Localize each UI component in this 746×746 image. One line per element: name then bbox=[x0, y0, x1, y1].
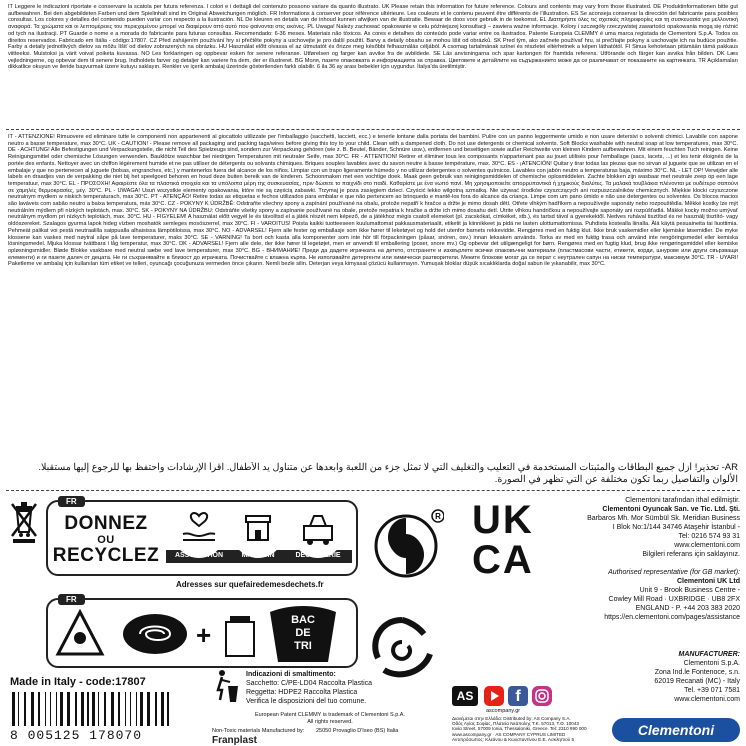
barcode-bar bbox=[87, 692, 89, 726]
manufacturer-label: MANUFACTURER: bbox=[678, 651, 740, 658]
fr-tag-2: FR bbox=[58, 594, 85, 605]
turkey-line: Clementoni Oyuncak San. ve Tic. Ltd. Şti. bbox=[602, 506, 740, 513]
barcode-bar bbox=[161, 692, 164, 726]
adresses-url: Adresses sur quefairedemesdechets.fr bbox=[176, 580, 324, 589]
youtube-icon bbox=[484, 686, 504, 706]
turkey-line: I Blok No:1/144 34746 Ataşehir İstanbul - bbox=[612, 524, 740, 531]
barcode-bar bbox=[118, 692, 120, 726]
turkey-line: Tel: 0216 574 93 31 bbox=[678, 533, 740, 540]
barcode-bar bbox=[81, 692, 84, 726]
fr-tag: FR bbox=[58, 496, 85, 507]
nontoxic-label: Non-Toxic materials Manufactured by: bbox=[212, 728, 305, 734]
made-in-italy: Made in Italy - code:17807 bbox=[10, 676, 146, 688]
disposal-info bbox=[246, 670, 446, 716]
turkey-line: Clementoni tarafından ithal edilmiştir. bbox=[625, 497, 740, 504]
barcode-bar bbox=[24, 692, 26, 726]
manufacturer-line: 62019 Recanati (MC) - Italy bbox=[654, 678, 740, 685]
auth-rep-label: Authorised representative (for GB market): bbox=[608, 569, 740, 576]
shop-icon bbox=[232, 506, 284, 558]
greek-line: Διανέμεται στην Ελλάδα: Distributed by: AS Company S.A. bbox=[452, 716, 571, 721]
green-dot-icon bbox=[372, 508, 444, 580]
barcode-bar bbox=[104, 692, 106, 726]
top-paragraph: IT Leggere le indicazioni riportate e conservare la scatola per futura referenza. I colori e i dettagli del contenuto possono variare da quanto illustrato. UK Please retain this information for future reference. Colours and contents may vary from those illustrated. DE Produktinformationen bitte gut aufbewahren. Bei den abgebildeten Farben und dem Spielinhalt sind im Original Abweichungen möglich. FR Informations à conserver pour référence ultérieure. Les couleurs et le contenu peuvent être différents de l'illustration. ES Se aconseja conservar la dirección del fabricante para posibles consultas. Los colores y detalles del contenido pueden variar con respecto a la ilustración. NL De kleuren en details van de inhoud kunnen afwijken van de illustratie. Bewaar de doos voor gebruik in de toekomst. EL Διατηρήστε όλες τις σχετικές πληροφορίες και τη συσκευασία για μελλοντική αναφορά. Τα χρώματα και οι λεπτομέρειες του περιεχομένου μπορεί να διαφέρουν από αυτό που φαίνονται στις εικόνες. PL Uwaga! Należy zachować opakowanie w celu późniejszej konsultacji – zawiera ważne informacje. Kolory i szczegóły rzeczywistej zawartości opakowania mogą się różnić od tych na ilustracji. PT Guarde o nome e a morada do fabricante para futuras consultas. Recomendado: 6-36 meses. Materiais não tóxicos. As cores e detalhes do conteúdo pode variar entre os ilustrados. Patente Europeia CLEMMY é uma marca registada de Clementoni S.p.A. Todos os direitos reservados. Fabricado em Itália - código:17807. CZ Před zahájením používání hry si přečtěte pokyny a uschovejte je pro další použití. Barvy a detaily obsahu se mohou lišit od obrázků. SK Pred tým, ako začnete používať hru, si prečítajte pokyny a uschovajte ich na budúce použitie. Farby a detaily jednotlivých dielov sa môžu líšiť od dielov zobrazených na obrázku. HU Használat előtt olvassa el az útmutatót és őrizze meg későbbi felhasználás céljából. A csomag tartalmának színei és részletei eltérhetnek a képen láthatótól. FI Sinua kehotetaan pitämään tämä pakkaus viitteeksi. Muistoksi ja värit voivat poiketa kuvassa. NO Les forklaringen og oppbevar esken for senere referanse. Utførelsen og farger kan avvike fra de avbildede. SE Läs anvisningarna och spar kartongen för framtida referens. Utförande och färger kan avvika från bilden. DK Læs vejledningerne, og opbevar dem til senere brug. Indholdets farver og detaljer kan variere fra dem, der er illustreret. BG Моля, пазете опаковката и информацията за справка. Цветовете и детайлите на съдържанието може да се различават от показаните на картинката. TR Açıklamaları dikkatlice okuyun ve ileride başvurmak üzere kutuyu saklayın. Renkler ve içerik ambalaj üzerinde gösterilenden farklı olabilir. 6 ila 36 ay arası bebekler için uygundur. İtalya'da üretilmiştir. bbox=[8, 4, 738, 71]
manufacturer-line: www.clementoni.com bbox=[674, 696, 740, 703]
franplast-address bbox=[316, 728, 446, 735]
barcode-bar bbox=[147, 692, 150, 726]
disposal-line: Reggetta: HDPE2 Raccolta Plastica bbox=[246, 689, 358, 696]
tri-label: TRI bbox=[294, 640, 312, 652]
manufacturer-line: Tel. +39 071 7581 bbox=[684, 687, 740, 694]
divider-1 bbox=[6, 129, 740, 130]
barcode-icon bbox=[10, 692, 200, 732]
address-line: 25050 Provaglio D'Iseo (BS) Italia bbox=[316, 728, 399, 734]
box-icon bbox=[222, 612, 258, 658]
barcode-bar bbox=[155, 692, 157, 726]
ukca-mark bbox=[472, 500, 552, 590]
uk-line: ENGLAND - P. +44 203 383 2020 bbox=[635, 605, 740, 612]
turkey-importer bbox=[576, 496, 740, 562]
greek-line: Οδός Αγίας Σοφίας, Πλατεία Νεάπολης Τ.Κ. 57013, Τ.Θ. 10043 bbox=[452, 721, 579, 727]
barcode-bar bbox=[38, 692, 40, 726]
uk-line: Unit 9 - Brook Business Centre - bbox=[639, 587, 740, 594]
uk-line: https://en.clementoni.com/pages/assistance bbox=[604, 614, 740, 621]
manufacturer-line: Clementoni S.p.A. bbox=[683, 660, 740, 667]
svg-text:R: R bbox=[435, 512, 441, 521]
barcode-number: 8 005125 178070 bbox=[10, 728, 143, 743]
donnez-text bbox=[52, 514, 160, 566]
clementoni-logo: Clementoni bbox=[612, 718, 740, 742]
arabic-line-1: AR- تحذير! أزل جميع البطاقات والمثبتات المستخدمة في التعليب والتغليف التي لا تمثل جزء من اللعبة وابعدها عن متناول يد الأطفال. اقرأ الإرشادات واحتفظ بها للرجوع إليها مستقبلا. bbox=[38, 462, 738, 473]
barcode-bar bbox=[136, 692, 137, 726]
franplast-logo: Franplast bbox=[212, 735, 258, 746]
barcode-bar bbox=[140, 692, 143, 726]
facebook-icon: f bbox=[508, 686, 528, 706]
barcode-bar bbox=[50, 692, 51, 726]
wrap-spiral-icon bbox=[120, 610, 190, 658]
turkey-line: Barbaros Mh. Mor Sümbül Sk. Meridian Business bbox=[587, 515, 740, 522]
donnez-label: DONNEZ bbox=[64, 513, 148, 534]
bin-disposal-icon bbox=[212, 668, 240, 704]
dechetterie-icon bbox=[292, 506, 344, 558]
trash-crossed-icon bbox=[8, 498, 40, 544]
recyclez-label: RECYCLEZ bbox=[52, 545, 160, 566]
manufacturer-info bbox=[600, 650, 740, 710]
bac-de-tri-icon bbox=[266, 602, 340, 664]
triman-icon bbox=[52, 606, 108, 662]
barcode-bar bbox=[125, 692, 126, 726]
disposal-title: Indicazioni di smaltimento: bbox=[246, 671, 336, 678]
association-label: ASSOCIATION bbox=[174, 552, 224, 559]
barcode-bar bbox=[75, 692, 77, 726]
magasin-label: MAGASIN bbox=[241, 552, 275, 559]
barcode-bar bbox=[45, 692, 46, 726]
instagram-icon bbox=[532, 686, 552, 706]
plus-icon: + bbox=[196, 620, 212, 648]
disposal-line: Verifica le disposizioni del tuo comune. bbox=[246, 698, 367, 705]
decheterie-label: DÉCHETERIE bbox=[295, 552, 341, 559]
arabic-warning bbox=[8, 462, 738, 488]
uk-line: Cowley Mill Road · UXBRIDGE · UB8 2FX bbox=[608, 596, 740, 603]
greek-line: www.ascompany.gr · AS COMPANY CYPRUS LIMITED bbox=[452, 731, 566, 737]
turkey-line: Bilgileri referans için saklayınız. bbox=[642, 551, 740, 558]
greek-line: Ιονία Street, 57009 Ionia, Thessaloniki, Greece. Tel: 2310 990 000 bbox=[452, 726, 587, 732]
barcode-bar bbox=[31, 692, 34, 726]
barcode-bar bbox=[56, 692, 57, 726]
top-multilingual-info bbox=[8, 4, 738, 126]
barcode-bar bbox=[98, 692, 99, 726]
barcode-bar bbox=[18, 692, 19, 726]
hands-heart-icon bbox=[173, 506, 225, 558]
ou-label: OU bbox=[97, 534, 115, 546]
turkey-line: www.clementoni.com bbox=[674, 542, 740, 549]
patent-line-1: European Patent CLEMMY is trademark of Clementoni S.p.A. bbox=[255, 712, 405, 718]
disposal-line: Sacchetto: C/PE-LD04 Raccolta Plastica bbox=[246, 680, 373, 687]
greek-line: Αντιπρόσωπος: Κλεάνου & Κωνσταντίνου Ε.Ε. Ασκληπιού 5 bbox=[452, 736, 575, 742]
manufacturer-line: Zona Ind.le Fontenoce, s.n. bbox=[654, 669, 740, 676]
barcode-bar bbox=[60, 692, 63, 726]
greek-distributor bbox=[452, 716, 602, 742]
divider-2 bbox=[6, 490, 740, 491]
safety-paragraph: IT - ATTENZIONE! Rimuovere ed eliminare tutte le componenti non appartenenti al giocattolo utilizzate per l'imballaggio (sacchetti, lacciett, ecc.) e tenerle lontane dalla portata dei bambini. Pulire con un panno leggermente umido e non usare detersivi o solventi chimici. Lavabile con sapone neutro a basse temperature, max 30°C. UK - CAUTION! - Please remove all packaging and packing tags/wires before giving this toy to your child. Clean with a dampened cloth. Do not use detergents or chemical solvents. Soft Blocks washable with neutral soap at low temperatures, max 30°C. DE - ACHTUNG! Alle Befestigungen und Verpackungsteile, die nicht Teil des Spielzeugs sind, sondern zur Verpackung gehören (wie z. B. Beutel, Bänder, Schnüre usw.), entfernen und beseitigen sowie außer Reichweite von kleinen Kindern aufbewahren. Mit einem feuchten Tuch reinigen. Keine Reinigungsmittel oder chemische Lösungen verwenden. Bauklötze waschbar bei niedrigen Temperaturen mit neutraler Seife, max 30°C. FR - ATTENTION! Retirer et éliminer tous les composants n'appartenant pas au jouet utilisés pour l'emballage (sacs, lacets, ...) et les tenir éloignés de la portée des enfants. Nettoyer avec un chiffon légèrement humide et ne pas utiliser de détergents ou solvants chimiques. Briques souples lavables avec du savon neutre à basse température, max. 30°C. ES - ¡ATENCIÓN! Quitar y tirar todas las piezas que no sirvan al juguete que se utilizan en el embalaje y que no pertenecen al juguete (bolsas, engranches, etc.) y mantenerlos fuera del alcance de los niños. Limpiar con un trapo ligeramente húmedo y no utilizar detergentes o solventes químicos. Lavables con jabón neutro a temperaturas baja, máximo 30°C. NL - LET OP! Verwijder alle labels en draadjes van de verpakking die niet bij het speelgoed behoren en houd deze buiten bereik van de kinderen. Schoonmaken met een vochtige doek. Maak geen gebruik van reinigingsmiddelen of chemische oplosmiddelen. Zachte blokken zijn wasbaar met neutrale zeep op een lage temperatuur, max 30°C. EL - ΠΡΟΣΟΧΗ! Αφαιρέστε όλα τα πλαστικά στοιχεία και τα υπόλοιπα μέρη της συσκευασίας, πριν δώσετε το παιχνίδι στο παιδί. Καθαρίστε με ένα νωπό πανί. Μη χρησιμοποιείτε απορρυπαντικά ή χημικούς διαλύτες. Τα μαλακά τουβλάκια πλένονται με ουδέτερο σαπούνι σε χαμηλές θερμοκρασίες, μέγ. 30°C. PL - UWAGA! Usuń wszystkie elementy opakowania, które nie są częścią zabawki. Trzymaj je poza zasięgiem dzieci. Czyścić lekko wilgotną szmatką. Nie używać środków czyszczących ani rozpuszczalników chemicznych. Miękkie klocki czyszczone neutralnym mydłem w niskich temperaturach, max 30°C. PT - ATENÇÃO! Retire todas as etiquetas e fechos utilizados para embalar e que não pertencem ao brinquedo e mantê-los fora do alcance da criança. Limpe com um pano úmido e não use detergentes ou solventes. Os blocos macios são laváveis com sabão neutro a baixa temperatura, máx 30°C. CZ - POKYNY K ÚDRŽBĚ: Odstraňte všechny spony a zapínání používané na obalu, protože nepatří k hračce a držte je mimo dosah dětí. Otřete vlhkým hadříkem a nepoužívejte saponáty nebo rozpouštědla. Měkké kostky lze mýt neutrálním mýdlem při nízkých teplotách, max. 30°C. SK - POKYNY NA ÚDRŽBU: Odstráňte všetky spony a zapínanie používané na obale, pretože nepatria k hračke a držte ich mimo dosahu detí. Utrite vlhkou handričkou a nepoužívajte saponáty ani rozpúšťadlá. Mäkké kocky možno umývať neutrálnym mydlom pri nízkych teplotách, max. 30°C. HU - FIGYELEM! A használat előtt vegyél le és távolítsd el a játék részét nem képező, de a játékhoz mégis csatolt elemeket (pl. zacskókat, címkéket, stb.), és tartsd távol a gyerekektől. Nedves ruhával tisztítsd és ne használj tisztító- vagy oldószereket. Szalagos gyurma lapok hideg vízben moshatók semleges mosószerrel, max 30°C. FI - VAROITUS! Poista kaikki tuotteeseen kuulumattomat pakkausmateriaalit, etiketit ja kiinnikkeet ja pidä ne lasten ulottumattomissa. Puhdista kostealla liinalla. Älä käytä pesuaineita tai liuottimia. Pehmeät palikat voi pestä neutraalilla saippualla alhaisissa lämpötiloissa, max 30°C. NO - ADVARSEL! Fjern alle fester og emballasje som ikke hører til leketøyet og hold det utenfor barnets rekkevidde. Rengjøres med en fuktig klut. Ikke bruk vaskemidler eller kjemiske løsemidler. De myke klossene kan vaskes med nøytral såpe på lave temperaturer, maks 30°C. SE - VARNING! Ta bort och kasta alla komponenter som inte hör till förpackningen (påsar, snören, osv.) innan leksaken används. Torka av med en fuktig trasa och använd inte rengöringsmedel eller kemiska lösningsmedel. Mjuka klossar tvättbara i låg temperatur, max 30°C. DK - ADVARSEL! Fjern alle dele, der ikke hører til legetøjet, men er anvendt til emballering (poser, snore mv.) Og opbevar det utilgængeligt for børn. Rengøres med en fugtig klud, brug ikke rengøringsmiddel eller kemiske opløsningsmidler. Bløde Blokke vaskbare med neutral sæbe ved lave temperaturer, max 30°C. BG - ВНИМАНИЕ! Преди да дадете играчката на детето, отстранете и изхвърлете всички опаковъчни материали (пластмасови части, етикети, корди, шнурове или други свързващи елементи) и ги пазете далеч от децата. Не ги съхранявайте в близост до играчката. Почиствайте с влажна кърпа. Не използвайте детергенти или химически разтворители. Меките блокове могат да се перат с неутрален сапун на ниски температури, максимум 30°C. TR - UYARI! Paketleme ve ambalaj için kullanılan tüm etiket ve telleri, oyuncağı çocuğunuza vermeden önce çıkarın. Nemli bezle silin. Deterjan veya kimyasal çözücü kullanmayın. Yumuşak bloklar düşük sıcaklıklarda doğal sabun ile yıkanabilir, max 30°C. bbox=[8, 134, 738, 268]
patent-info bbox=[210, 712, 450, 726]
ukca-uk: UK bbox=[472, 500, 534, 542]
as-company-url: ascompany.gr bbox=[486, 708, 521, 714]
barcode-bar bbox=[111, 692, 114, 726]
as-logo: AS bbox=[452, 686, 478, 706]
barcode-bar bbox=[130, 692, 131, 726]
barcode-bar bbox=[167, 692, 169, 726]
barcode-bar bbox=[67, 692, 70, 726]
safety-warnings bbox=[8, 134, 738, 460]
ukca-ca: CA bbox=[472, 538, 534, 582]
uk-line: Clementoni UK Ltd bbox=[677, 578, 740, 585]
barcode-bar bbox=[92, 692, 95, 726]
uk-representative bbox=[576, 568, 740, 644]
bac-label: BAC bbox=[291, 614, 315, 626]
arabic-line-2: الألوان والتفاصيل ربما تكون مختلفة عن التي تظهر في الصورة. bbox=[494, 474, 738, 485]
de-label: DE bbox=[295, 627, 311, 639]
barcode-bar bbox=[12, 692, 15, 726]
patent-line-2: All rights reserved. bbox=[307, 719, 353, 725]
